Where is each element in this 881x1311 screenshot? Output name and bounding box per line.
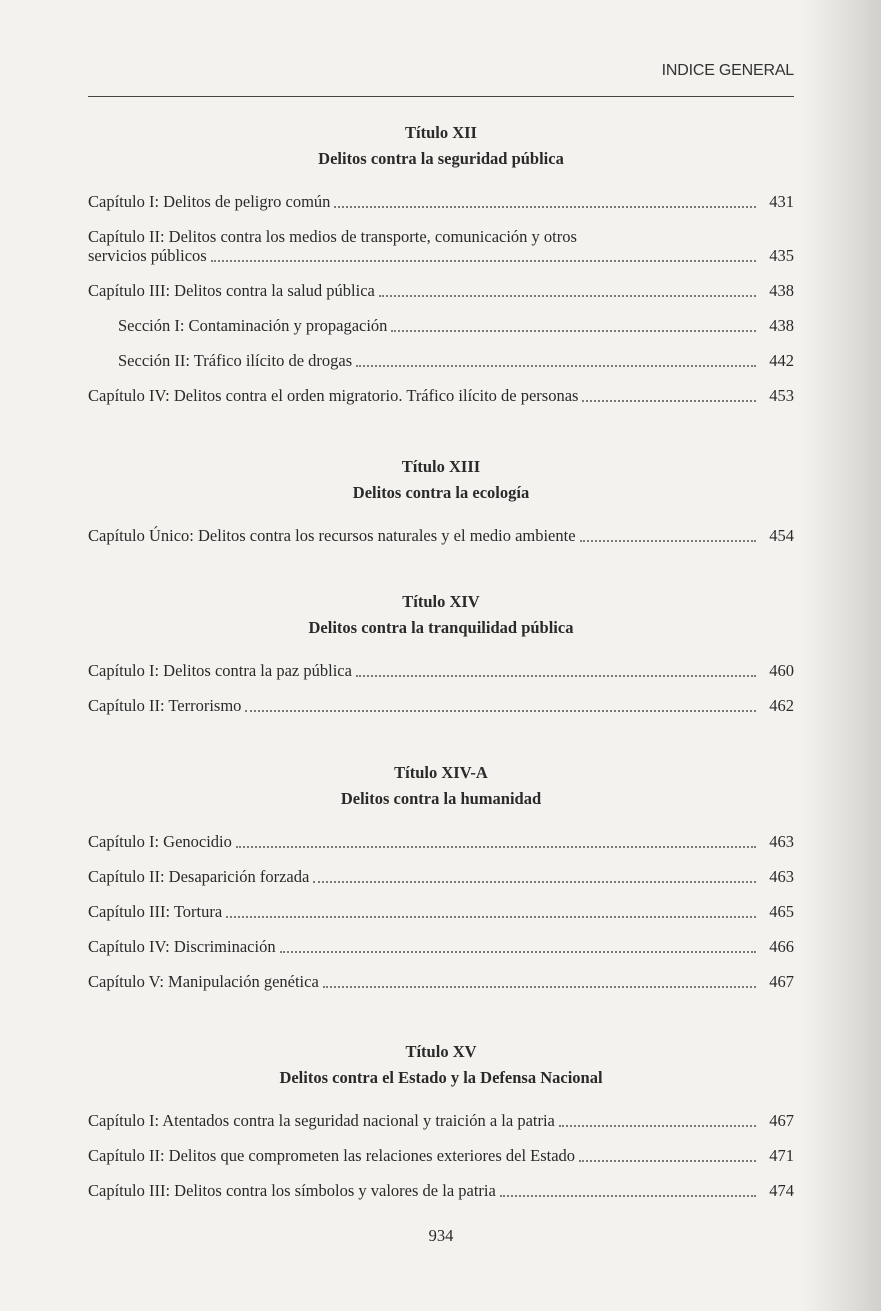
dot-leader	[559, 1125, 756, 1127]
entry-label: Capítulo III: Delitos contra los símbolos y valores de la patria	[88, 1181, 496, 1200]
section-name: Delitos contra el Estado y la Defensa Nacional	[279, 1068, 603, 1087]
section-name: Delitos contra la seguridad pública	[318, 149, 564, 168]
toc-entry[interactable]	[88, 937, 794, 956]
section-titulo-xiv	[88, 589, 794, 731]
toc-entry[interactable]	[88, 867, 794, 886]
entry-page: 438	[769, 316, 794, 335]
entry-page: 465	[769, 902, 794, 921]
entry-label: Capítulo I: Delitos de peligro común	[88, 192, 331, 211]
entry-label: Capítulo II: Delitos que comprometen las relaciones exteriores del Estado	[88, 1146, 576, 1165]
toc-entry[interactable]	[88, 351, 794, 370]
section-number: Título XIII	[401, 457, 481, 476]
entry-label: Capítulo I: Genocidio	[88, 832, 232, 851]
entry-label: Capítulo IV: Discriminación	[88, 937, 276, 956]
toc-entry[interactable]	[88, 386, 794, 405]
binding-shadow	[801, 0, 881, 1311]
dot-leader	[211, 260, 756, 262]
entry-page: 435	[769, 246, 794, 265]
running-head: INDICE GENERAL	[661, 62, 794, 79]
toc-entry[interactable]	[88, 661, 794, 680]
toc-entry[interactable]	[88, 972, 794, 991]
section-titulo-xv	[88, 1039, 794, 1216]
section-number: Título XIV-A	[394, 763, 488, 782]
toc-entry[interactable]	[88, 227, 794, 265]
entry-label: Capítulo Único: Delitos contra los recursos naturales y el medio ambiente	[88, 526, 576, 545]
entry-page: 471	[769, 1146, 794, 1165]
entry-label: Capítulo I: Delitos contra la paz pública	[88, 661, 352, 680]
section-titulo-xiii	[88, 454, 794, 561]
entry-page: 463	[769, 832, 794, 851]
entry-label-continued: servicios públicos	[88, 246, 207, 265]
section-name: Delitos contra la tranquilidad pública	[308, 618, 574, 637]
dot-leader	[245, 710, 756, 712]
toc-entry[interactable]	[88, 1111, 794, 1130]
dot-leader	[500, 1195, 756, 1197]
entry-page: 474	[769, 1181, 794, 1200]
dot-leader	[280, 951, 756, 953]
entry-page: 467	[769, 1111, 794, 1130]
dot-leader	[582, 400, 756, 402]
dot-leader	[356, 675, 756, 677]
dot-leader	[334, 206, 756, 208]
toc-entry[interactable]	[88, 316, 794, 335]
page-number: 934	[428, 1226, 454, 1245]
entry-label: Capítulo V: Manipulación genética	[88, 972, 319, 991]
toc-entry[interactable]	[88, 696, 794, 715]
section-number: Título XII	[405, 123, 477, 142]
toc-entry[interactable]	[88, 832, 794, 851]
entry-label: Capítulo I: Atentados contra la seguridad nacional y traición a la patria	[88, 1111, 555, 1130]
section-name: Delitos contra la ecología	[352, 483, 530, 502]
dot-leader	[323, 986, 756, 988]
entry-label: Capítulo III: Delitos contra la salud pública	[88, 281, 375, 300]
entry-label: Capítulo IV: Delitos contra el orden migratorio. Tráfico ilícito de personas	[88, 386, 579, 405]
section-titulo-xii	[88, 120, 794, 421]
entry-page: 438	[769, 281, 794, 300]
entry-page: 453	[769, 386, 794, 405]
dot-leader	[579, 1160, 756, 1162]
entry-label: Capítulo II: Desaparición forzada	[88, 867, 310, 886]
entry-label: Capítulo II: Terrorismo	[88, 696, 242, 715]
section-number: Título XIV	[402, 592, 480, 611]
entry-page: 466	[769, 937, 794, 956]
entry-page: 431	[769, 192, 794, 211]
section-titulo-xiv-a	[88, 760, 794, 1007]
entry-page: 460	[769, 661, 794, 680]
toc-entry[interactable]	[88, 1146, 794, 1165]
toc-entry[interactable]	[88, 192, 794, 211]
toc-entry[interactable]	[88, 902, 794, 921]
entry-label: Capítulo III: Tortura	[88, 902, 223, 921]
entry-page: 462	[769, 696, 794, 715]
entry-page: 454	[769, 526, 794, 545]
dot-leader	[391, 330, 756, 332]
toc-entry[interactable]	[88, 526, 794, 545]
dot-leader	[236, 846, 756, 848]
entry-label: Capítulo II: Delitos contra los medios de transporte, comunicación y otros	[88, 227, 577, 246]
section-name: Delitos contra la humanidad	[340, 789, 542, 808]
toc-entry[interactable]	[88, 1181, 794, 1200]
entry-page: 442	[769, 351, 794, 370]
entry-page: 463	[769, 867, 794, 886]
dot-leader	[580, 540, 756, 542]
dot-leader	[226, 916, 756, 918]
toc-entry[interactable]	[88, 281, 794, 300]
dot-leader	[313, 881, 756, 883]
entry-label: Sección II: Tráfico ilícito de drogas	[118, 351, 353, 370]
section-number: Título XV	[405, 1042, 477, 1061]
header-rule	[88, 96, 794, 97]
entry-page: 467	[769, 972, 794, 991]
entry-label: Sección I: Contaminación y propagación	[118, 316, 388, 335]
dot-leader	[379, 295, 756, 297]
dot-leader	[356, 365, 756, 367]
